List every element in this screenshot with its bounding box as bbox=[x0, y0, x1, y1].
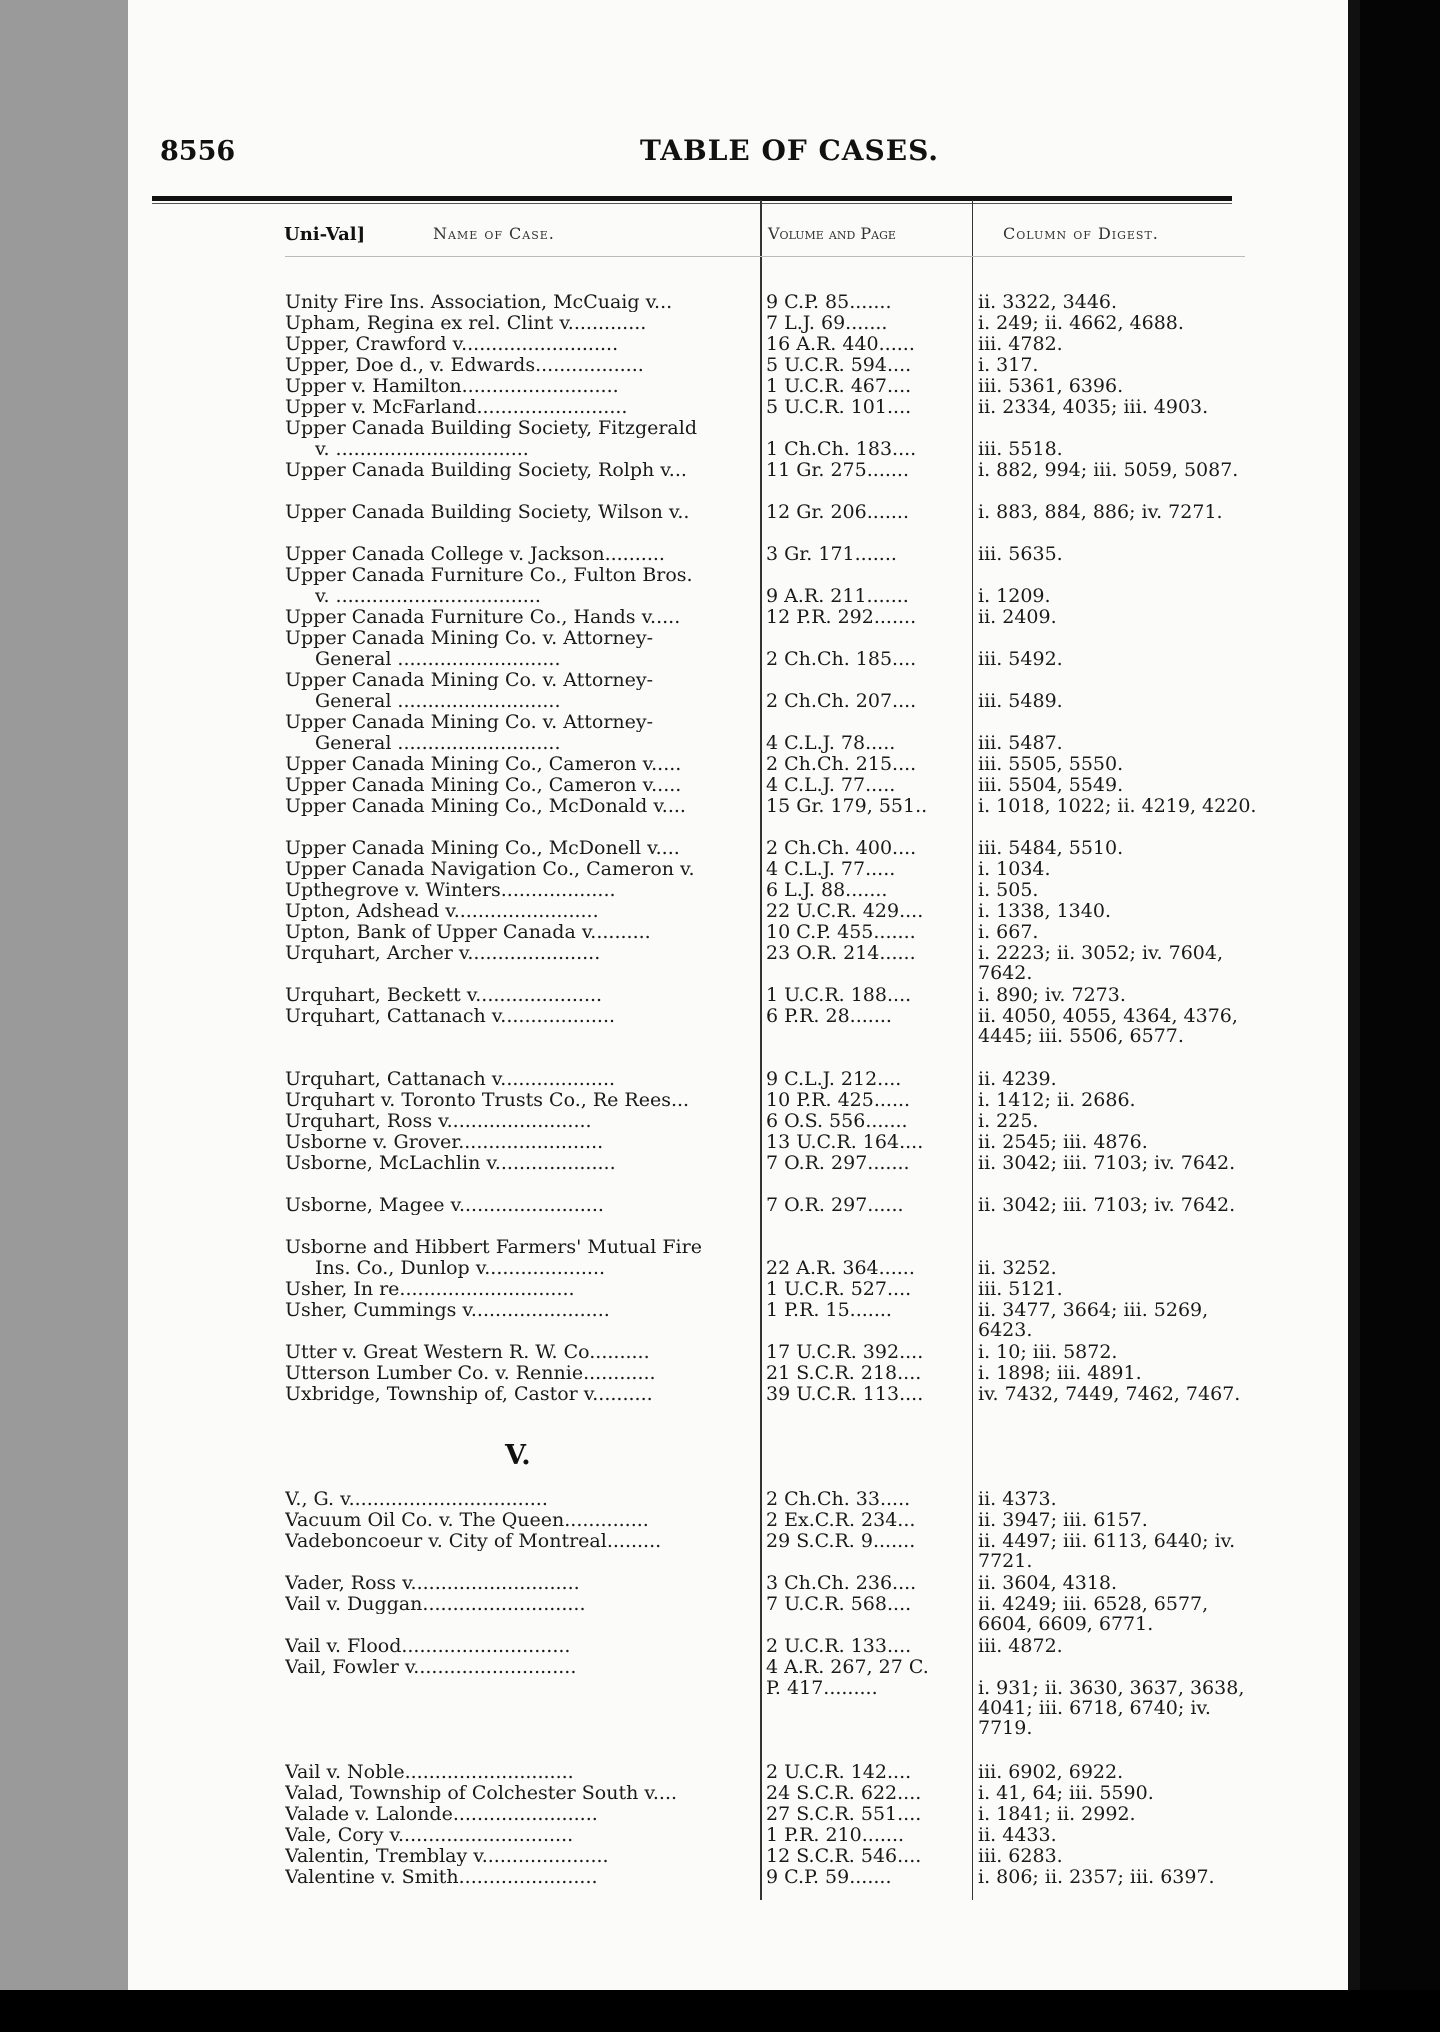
case-name: Vadeboncoeur v. City of Montreal......... bbox=[285, 1531, 662, 1551]
case-name: Vail v. Noble............................ bbox=[285, 1762, 574, 1782]
digest-columns: iii. 5121. bbox=[978, 1278, 1063, 1300]
volume-page: 9 C.P. 59....... bbox=[766, 1867, 892, 1887]
case-name: Upper Canada Mining Co. v. Attorney- bbox=[285, 670, 654, 690]
case-name: Utterson Lumber Co. v. Rennie............ bbox=[285, 1363, 656, 1383]
case-name: Upper Canada Mining Co., Cameron v..... bbox=[285, 754, 682, 774]
case-name: Usborne v. Grover........................ bbox=[285, 1132, 604, 1152]
case-name: Urquhart, Cattanach v................... bbox=[285, 1006, 616, 1026]
digest-columns: i. 1018, 1022; ii. 4219, 4220. bbox=[978, 795, 1257, 817]
digest-columns: i. 1898; iii. 4891. bbox=[978, 1362, 1142, 1384]
digest-columns: ii. 3477, 3664; iii. 5269, 6423. bbox=[978, 1299, 1209, 1341]
volume-page: 10 P.R. 425...... bbox=[766, 1090, 911, 1110]
digest-columns: i. 1412; ii. 2686. bbox=[978, 1089, 1136, 1111]
digest-columns: iii. 5504, 5549. bbox=[978, 774, 1124, 796]
volume-page: 2 Ch.Ch. 400.... bbox=[766, 838, 917, 858]
volume-page: 2 Ex.C.R. 234... bbox=[766, 1510, 916, 1530]
volume-page: 4 C.L.J. 77..... bbox=[766, 859, 896, 879]
digest-columns: ii. 3322, 3446. bbox=[978, 291, 1118, 313]
volume-page: 5 U.C.R. 594.... bbox=[766, 355, 912, 375]
case-name: Upper Canada Furniture Co., Hands v..... bbox=[285, 607, 681, 627]
digest-columns: iii. 5492. bbox=[978, 648, 1063, 670]
volume-page: 3 Ch.Ch. 236.... bbox=[766, 1573, 917, 1593]
volume-page: 1 P.R. 210....... bbox=[766, 1825, 905, 1845]
case-name: General ........................... bbox=[315, 691, 561, 711]
digest-columns: ii. 3252. bbox=[978, 1257, 1057, 1279]
case-name: Upper Canada Building Society, Fitzgerald bbox=[285, 418, 697, 438]
digest-columns: ii. 2545; iii. 4876. bbox=[978, 1131, 1148, 1153]
col-volume-heading: Volume and Page bbox=[768, 224, 896, 243]
volume-page: 39 U.C.R. 113.... bbox=[766, 1384, 924, 1404]
case-name: Upper v. McFarland......................... bbox=[285, 397, 628, 417]
digest-columns: ii. 4239. bbox=[978, 1068, 1057, 1090]
case-name: Urquhart, Cattanach v................... bbox=[285, 1069, 616, 1089]
case-name: Ins. Co., Dunlop v.................... bbox=[315, 1258, 606, 1278]
case-name: Vacuum Oil Co. v. The Queen.............. bbox=[285, 1510, 649, 1530]
scan-margin-bottom bbox=[0, 1990, 1440, 2032]
case-name: General ........................... bbox=[315, 733, 561, 753]
digest-columns: iii. 5361, 6396. bbox=[978, 375, 1124, 397]
volume-page: 22 U.C.R. 429.... bbox=[766, 901, 924, 921]
case-name: Valad, Township of Colchester South v.... bbox=[285, 1783, 678, 1803]
digest-columns: i. 806; ii. 2357; iii. 6397. bbox=[978, 1866, 1215, 1888]
volume-page: 2 U.C.R. 142.... bbox=[766, 1762, 912, 1782]
digest-columns: i. 249; ii. 4662, 4688. bbox=[978, 312, 1184, 334]
case-name: Upton, Bank of Upper Canada v.......... bbox=[285, 922, 651, 942]
heading-underline bbox=[285, 256, 1245, 257]
case-name: Urquhart, Beckett v..................... bbox=[285, 985, 603, 1005]
volume-page: 3 Gr. 171....... bbox=[766, 544, 897, 564]
volume-page: 1 Ch.Ch. 183.... bbox=[766, 439, 917, 459]
case-name: Upper Canada Mining Co., Cameron v..... bbox=[285, 775, 682, 795]
scan-margin-right bbox=[1360, 0, 1440, 2032]
digest-columns: i. 1034. bbox=[978, 858, 1051, 880]
case-name: Upper Canada Mining Co. v. Attorney- bbox=[285, 712, 654, 732]
digest-columns: ii. 3947; iii. 6157. bbox=[978, 1509, 1148, 1531]
volume-page: 12 P.R. 292....... bbox=[766, 607, 917, 627]
digest-columns: i. 505. bbox=[978, 879, 1039, 901]
digest-columns: ii. 4497; iii. 6113, 6440; iv. 7721. bbox=[978, 1530, 1236, 1572]
volume-page: 27 S.C.R. 551.... bbox=[766, 1804, 922, 1824]
digest-columns: ii. 3042; iii. 7103; iv. 7642. bbox=[978, 1152, 1236, 1174]
case-name: Vail v. Flood............................ bbox=[285, 1636, 571, 1656]
case-name: Vader, Ross v............................ bbox=[285, 1573, 580, 1593]
volume-page: 12 S.C.R. 546.... bbox=[766, 1846, 922, 1866]
case-name: Upper, Crawford v.......................... bbox=[285, 334, 619, 354]
digest-columns: i. 1338, 1340. bbox=[978, 900, 1111, 922]
header-rule-thin bbox=[152, 203, 1232, 204]
case-name: v. ................................ bbox=[315, 439, 529, 459]
book-spine bbox=[1348, 0, 1360, 2032]
case-name: Urquhart v. Toronto Trusts Co., Re Rees... bbox=[285, 1090, 690, 1110]
volume-page: 15 Gr. 179, 551.. bbox=[766, 796, 928, 816]
digest-columns: iii. 6902, 6922. bbox=[978, 1761, 1124, 1783]
digest-columns: i. 317. bbox=[978, 354, 1039, 376]
case-name: Upper Canada Mining Co., McDonald v.... bbox=[285, 796, 686, 816]
digest-columns: i. 225. bbox=[978, 1110, 1039, 1132]
volume-page: 7 O.R. 297....... bbox=[766, 1153, 910, 1173]
case-name: Utter v. Great Western R. W. Co.......... bbox=[285, 1342, 650, 1362]
digest-columns: iv. 7432, 7449, 7462, 7467. bbox=[978, 1383, 1241, 1405]
digest-columns: ii. 2334, 4035; iii. 4903. bbox=[978, 396, 1209, 418]
volume-page: 13 U.C.R. 164.... bbox=[766, 1132, 924, 1152]
volume-page: 6 P.R. 28....... bbox=[766, 1006, 892, 1026]
case-name: Usborne and Hibbert Farmers' Mutual Fire bbox=[285, 1237, 702, 1257]
case-name: Upper Canada Building Society, Wilson v.. bbox=[285, 502, 690, 522]
digest-columns: i. 931; ii. 3630, 3637, 3638, 4041; iii. 6718, 6740; iv. 7719. bbox=[978, 1677, 1245, 1739]
col-name-heading: Name of Case. bbox=[433, 224, 555, 243]
volume-page: 29 S.C.R. 9....... bbox=[766, 1531, 916, 1551]
col-digest-heading: Column of Digest. bbox=[1003, 224, 1159, 243]
volume-page: 1 U.C.R. 467.... bbox=[766, 376, 912, 396]
volume-page: 24 S.C.R. 622.... bbox=[766, 1783, 922, 1803]
digest-columns: i. 1209. bbox=[978, 585, 1051, 607]
volume-page: 4 A.R. 267, 27 C. bbox=[766, 1657, 929, 1677]
case-name: Valentin, Tremblay v..................... bbox=[285, 1846, 609, 1866]
volume-page: 2 U.C.R. 133.... bbox=[766, 1636, 912, 1656]
volume-page: 7 L.J. 69....... bbox=[766, 313, 888, 333]
digest-columns: iii. 5484, 5510. bbox=[978, 837, 1124, 859]
case-name: Unity Fire Ins. Association, McCuaig v... bbox=[285, 292, 673, 312]
range-label: Uni-Val] bbox=[284, 224, 366, 245]
digest-columns: ii. 4249; iii. 6528, 6577, 6604, 6609, 6771. bbox=[978, 1593, 1209, 1635]
case-name: Upper Canada College v. Jackson.......... bbox=[285, 544, 665, 564]
volume-page: 4 C.L.J. 77..... bbox=[766, 775, 896, 795]
case-name: Valentine v. Smith....................... bbox=[285, 1867, 598, 1887]
digest-columns: iii. 4782. bbox=[978, 333, 1063, 355]
digest-columns: ii. 3604, 4318. bbox=[978, 1572, 1118, 1594]
volume-page: 2 Ch.Ch. 185.... bbox=[766, 649, 917, 669]
volume-page: 9 C.L.J. 212.... bbox=[766, 1069, 902, 1089]
case-name: Upper Canada Navigation Co., Cameron v. bbox=[285, 859, 695, 879]
digest-columns: i. 1841; ii. 2992. bbox=[978, 1803, 1136, 1825]
page-number: 8556 bbox=[160, 136, 236, 167]
case-name: Usborne, Magee v........................ bbox=[285, 1195, 604, 1215]
digest-columns: i. 890; iv. 7273. bbox=[978, 984, 1126, 1006]
volume-page: 2 Ch.Ch. 215.... bbox=[766, 754, 917, 774]
digest-columns: iii. 5518. bbox=[978, 438, 1063, 460]
volume-page: 9 A.R. 211....... bbox=[766, 586, 909, 606]
digest-columns: iii. 5505, 5550. bbox=[978, 753, 1124, 775]
digest-columns: ii. 3042; iii. 7103; iv. 7642. bbox=[978, 1194, 1236, 1216]
volume-page: 1 P.R. 15....... bbox=[766, 1300, 892, 1320]
case-name: Uxbridge, Township of, Castor v.......... bbox=[285, 1384, 653, 1404]
volume-page: 10 C.P. 455....... bbox=[766, 922, 916, 942]
volume-page: 7 O.R. 297...... bbox=[766, 1195, 904, 1215]
case-name: Upper Canada Furniture Co., Fulton Bros. bbox=[285, 565, 693, 585]
case-name: Urquhart, Ross v........................ bbox=[285, 1111, 592, 1131]
digest-columns: iii. 5489. bbox=[978, 690, 1063, 712]
volume-page: 22 A.R. 364...... bbox=[766, 1258, 915, 1278]
case-name: Upper Canada Mining Co. v. Attorney- bbox=[285, 628, 654, 648]
digest-columns: ii. 4050, 4055, 4364, 4376, 4445; iii. 5506, 6577. bbox=[978, 1005, 1238, 1047]
case-name: Upper, Doe d., v. Edwards.................. bbox=[285, 355, 644, 375]
volume-page: 6 L.J. 88....... bbox=[766, 880, 888, 900]
volume-page: 23 O.R. 214...... bbox=[766, 943, 916, 963]
case-name: Valade v. Lalonde........................ bbox=[285, 1804, 598, 1824]
digest-columns: iii. 5635. bbox=[978, 543, 1063, 565]
case-name: Usborne, McLachlin v.................... bbox=[285, 1153, 616, 1173]
case-name: Upper v. Hamilton.......................... bbox=[285, 376, 619, 396]
case-name: V., G. v................................. bbox=[285, 1489, 548, 1509]
digest-columns: i. 883, 884, 886; iv. 7271. bbox=[978, 501, 1223, 523]
digest-columns: i. 2223; ii. 3052; iv. 7604, 7642. bbox=[978, 942, 1224, 984]
volume-page: 7 U.C.R. 568.... bbox=[766, 1594, 912, 1614]
digest-columns: iii. 6283. bbox=[978, 1845, 1063, 1867]
case-name: Usher, In re............................. bbox=[285, 1279, 575, 1299]
volume-page: 1 U.C.R. 527.... bbox=[766, 1279, 912, 1299]
digest-columns: iii. 5487. bbox=[978, 732, 1063, 754]
volume-page: 11 Gr. 275....... bbox=[766, 460, 910, 480]
volume-page: 1 U.C.R. 188.... bbox=[766, 985, 912, 1005]
digest-columns: i. 667. bbox=[978, 921, 1039, 943]
case-name: Vail v. Duggan........................... bbox=[285, 1594, 586, 1614]
volume-page: 5 U.C.R. 101.... bbox=[766, 397, 912, 417]
case-name: v. .................................. bbox=[315, 586, 541, 606]
digest-columns: ii. 2409. bbox=[978, 606, 1057, 628]
volume-page: 12 Gr. 206....... bbox=[766, 502, 910, 522]
running-head: TABLE OF CASES. bbox=[640, 134, 940, 167]
volume-page: 4 C.L.J. 78..... bbox=[766, 733, 896, 753]
case-name: Upper Canada Mining Co., McDonell v.... bbox=[285, 838, 680, 858]
digest-columns: i. 41, 64; iii. 5590. bbox=[978, 1782, 1154, 1804]
volume-page: 17 U.C.R. 392.... bbox=[766, 1342, 924, 1362]
volume-page: P. 417......... bbox=[766, 1678, 878, 1698]
case-name: Vail, Fowler v........................... bbox=[285, 1657, 577, 1677]
case-name: Upthegrove v. Winters................... bbox=[285, 880, 616, 900]
case-name: Upton, Adshead v........................ bbox=[285, 901, 599, 921]
volume-page: 6 O.S. 556....... bbox=[766, 1111, 908, 1131]
volume-page: 16 A.R. 440...... bbox=[766, 334, 915, 354]
header-rule bbox=[152, 196, 1232, 201]
volume-page: 21 S.C.R. 218.... bbox=[766, 1363, 922, 1383]
column-rule-2 bbox=[972, 200, 973, 1900]
volume-page: 2 Ch.Ch. 33..... bbox=[766, 1489, 911, 1509]
volume-page: 9 C.P. 85....... bbox=[766, 292, 892, 312]
case-name: Upper Canada Building Society, Rolph v... bbox=[285, 460, 687, 480]
case-name: Urquhart, Archer v...................... bbox=[285, 943, 601, 963]
case-name: General ........................... bbox=[315, 649, 561, 669]
digest-columns: ii. 4373. bbox=[978, 1488, 1057, 1510]
case-name: Usher, Cummings v....................... bbox=[285, 1300, 610, 1320]
digest-columns: ii. 4433. bbox=[978, 1824, 1057, 1846]
digest-columns: i. 882, 994; iii. 5059, 5087. bbox=[978, 459, 1239, 481]
digest-columns: i. 10; iii. 5872. bbox=[978, 1341, 1118, 1363]
section-letter-v: V. bbox=[505, 1440, 531, 1471]
case-name: Vale, Cory v............................. bbox=[285, 1825, 574, 1845]
volume-page: 2 Ch.Ch. 207.... bbox=[766, 691, 917, 711]
case-name: Upham, Regina ex rel. Clint v............. bbox=[285, 313, 647, 333]
digest-columns: iii. 4872. bbox=[978, 1635, 1063, 1657]
